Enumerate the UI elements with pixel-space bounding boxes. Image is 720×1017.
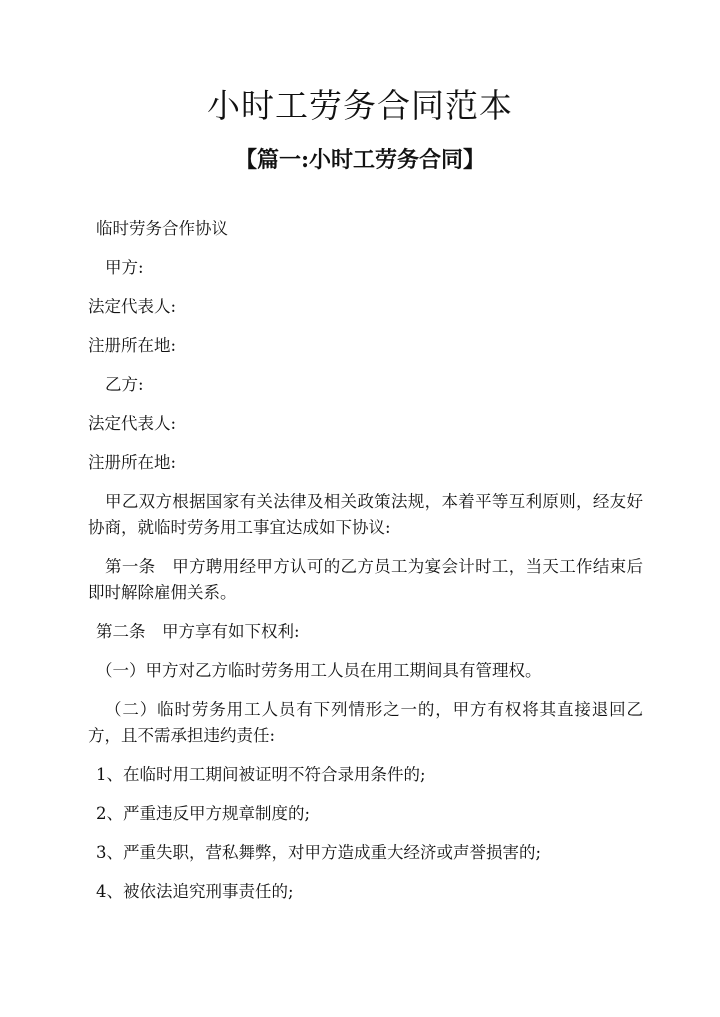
paragraph-article-1: 第一条 甲方聘用经甲方认可的乙方员工为宴会计时工，当天工作结束后即时解除雇佣关系。 [88,557,643,602]
paragraph-item-3: 3、严重失职，营私舞弊，对甲方造成重大经济或声誉损害的; [96,843,542,862]
paragraph-clause-2: （二）临时劳务用工人员有下列情形之一的，甲方有权将其直接退回乙方，且不需承担违约责任: [88,700,643,745]
paragraph-article-2: 第二条 甲方享有如下权利: [96,622,300,641]
paragraph-agreement-heading: 临时劳务合作协议 [96,219,228,238]
paragraph-clause-1: （一）甲方对乙方临时劳务用工人员在用工期间具有管理权。 [96,661,542,680]
paragraph-address-a: 注册所在地: [88,336,177,355]
document-subtitle: 【篇一:小时工劳务合同】 [234,147,486,173]
paragraph-preamble: 甲乙双方根据国家有关法律及相关政策法规，本着平等互利原则，经友好协商，就临时劳务用工事宜达成如下协议: [88,492,643,537]
paragraph-party-a: 甲方: [105,258,144,277]
document-title: 小时工劳务合同范本 [207,86,513,125]
paragraph-legal-rep-a: 法定代表人: [88,297,177,316]
paragraph-legal-rep-b: 法定代表人: [88,414,177,433]
paragraph-item-4: 4、被依法追究刑事责任的; [96,882,294,901]
paragraph-item-1: 1、在临时用工期间被证明不符合录用条件的; [96,765,426,784]
paragraph-item-2: 2、严重违反甲方规章制度的; [96,804,311,823]
paragraph-party-b: 乙方: [105,375,144,394]
document-body [88,216,643,918]
paragraph-address-b: 注册所在地: [88,453,177,472]
